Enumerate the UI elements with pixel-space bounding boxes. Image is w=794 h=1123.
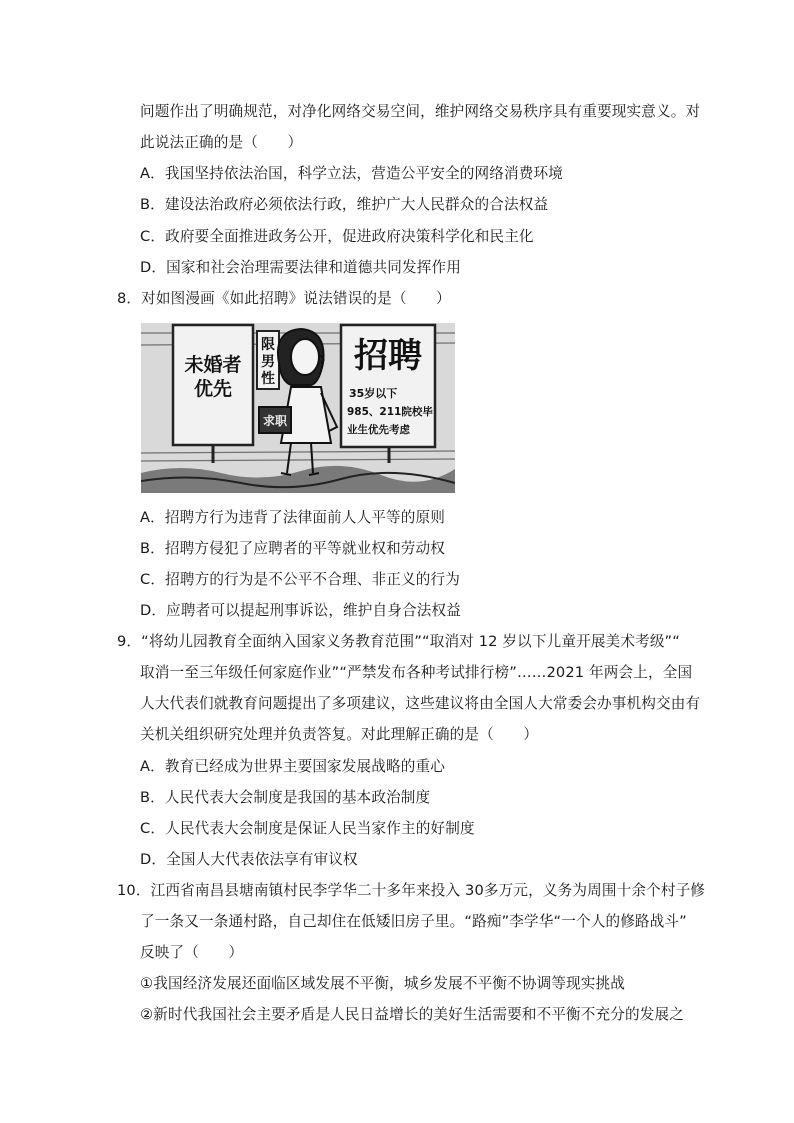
q8-option-d: D．应聘者可以提起刑事诉讼，维护自身合法权益 bbox=[140, 602, 462, 619]
q10-stem-line-3: 反映了（ ） bbox=[140, 944, 244, 961]
q8-stem: 8．对如图漫画《如此招聘》说法错误的是（ ） bbox=[117, 290, 451, 307]
q10-stem-line-2: 了一条又一条通村路，自己却住在低矮旧房子里。“路痴”李学华“一个人的修路战斗” bbox=[140, 913, 687, 930]
q9-stem-line-2: 取消一至三年级任何家庭作业”“严禁发布各种考试排行榜”……2021 年两会上，全国 bbox=[140, 664, 693, 681]
q8-option-a: A．招聘方行为违背了法律面前人人平等的原则 bbox=[140, 509, 446, 526]
q9-option-c: C．人民代表大会制度是保证人民当家作主的好制度 bbox=[140, 820, 475, 837]
q7-option-c: C．政府要全面推进政务公开，促进政府决策科学化和民主化 bbox=[140, 228, 534, 245]
q7-option-d: D．国家和社会治理需要法律和道德共同发挥作用 bbox=[140, 259, 462, 276]
folder-label: 求职 bbox=[262, 414, 288, 428]
sign-right-line-3: 业生优先考虑 bbox=[347, 424, 410, 436]
q9-option-a: A．教育已经成为世界主要国家发展战略的重心 bbox=[140, 758, 446, 775]
q7-option-b: B．建设法治政府必须依法行政，维护广大人民群众的合法权益 bbox=[140, 196, 549, 213]
q7-option-a: A．我国坚持依法治国，科学立法，营造公平安全的网络消费环境 bbox=[140, 165, 563, 182]
sign-right-line-2: 985、211院校毕 bbox=[347, 406, 433, 418]
q7-stem-line-1: 问题作出了明确规范，对净化网络交易空间，维护网络交易秩序具有重要现实意义。对 bbox=[140, 103, 701, 120]
sign-left-line-1: 未婚者 bbox=[184, 354, 242, 376]
q8-option-c: C．招聘方的行为是不公平不合理、非正义的行为 bbox=[140, 571, 460, 588]
sign-right-title: 招聘 bbox=[354, 336, 422, 376]
q9-option-d: D．全国人大代表依法享有审议权 bbox=[140, 851, 358, 868]
sign-mid-char-1: 限 bbox=[261, 337, 275, 353]
sign-mid-char-3: 性 bbox=[261, 371, 275, 387]
q10-item-2: ②新时代我国社会主要矛盾是人民日益增长的美好生活需要和不平衡不充分的发展之 bbox=[140, 1006, 685, 1023]
sign-left-line-2: 优先 bbox=[193, 378, 233, 400]
q9-stem-line-4: 关机关组织研究处理并负责答复。对此理解正确的是（ ） bbox=[140, 726, 539, 743]
q9-stem-line-1: 9．“将幼儿园教育全面纳入国家义务教育范围”“取消对 12 岁以下儿童开展美术考级”“ bbox=[117, 633, 680, 650]
cartoon-image bbox=[141, 323, 455, 493]
q7-stem-line-2: 此说法正确的是（ ） bbox=[140, 134, 303, 151]
q9-option-b: B．人民代表大会制度是我国的基本政治制度 bbox=[140, 789, 431, 806]
q8-option-b: B．招聘方侵犯了应聘者的平等就业权和劳动权 bbox=[140, 540, 446, 557]
sign-right-line-1: 35岁以下 bbox=[349, 387, 398, 400]
sign-mid-char-2: 男 bbox=[261, 354, 275, 370]
q9-stem-line-3: 人大代表们就教育问题提出了多项建议，这些建议将由全国人大常委会办事机构交由有 bbox=[140, 695, 701, 712]
q10-stem-line-1: 10．江西省南昌县塘南镇村民李学华二十多年来投入 30多万元，义务为周围十余个村子修 bbox=[117, 882, 706, 899]
q10-item-1: ①我国经济发展还面临区域发展不平衡，城乡发展不平衡不协调等现实挑战 bbox=[140, 975, 626, 992]
